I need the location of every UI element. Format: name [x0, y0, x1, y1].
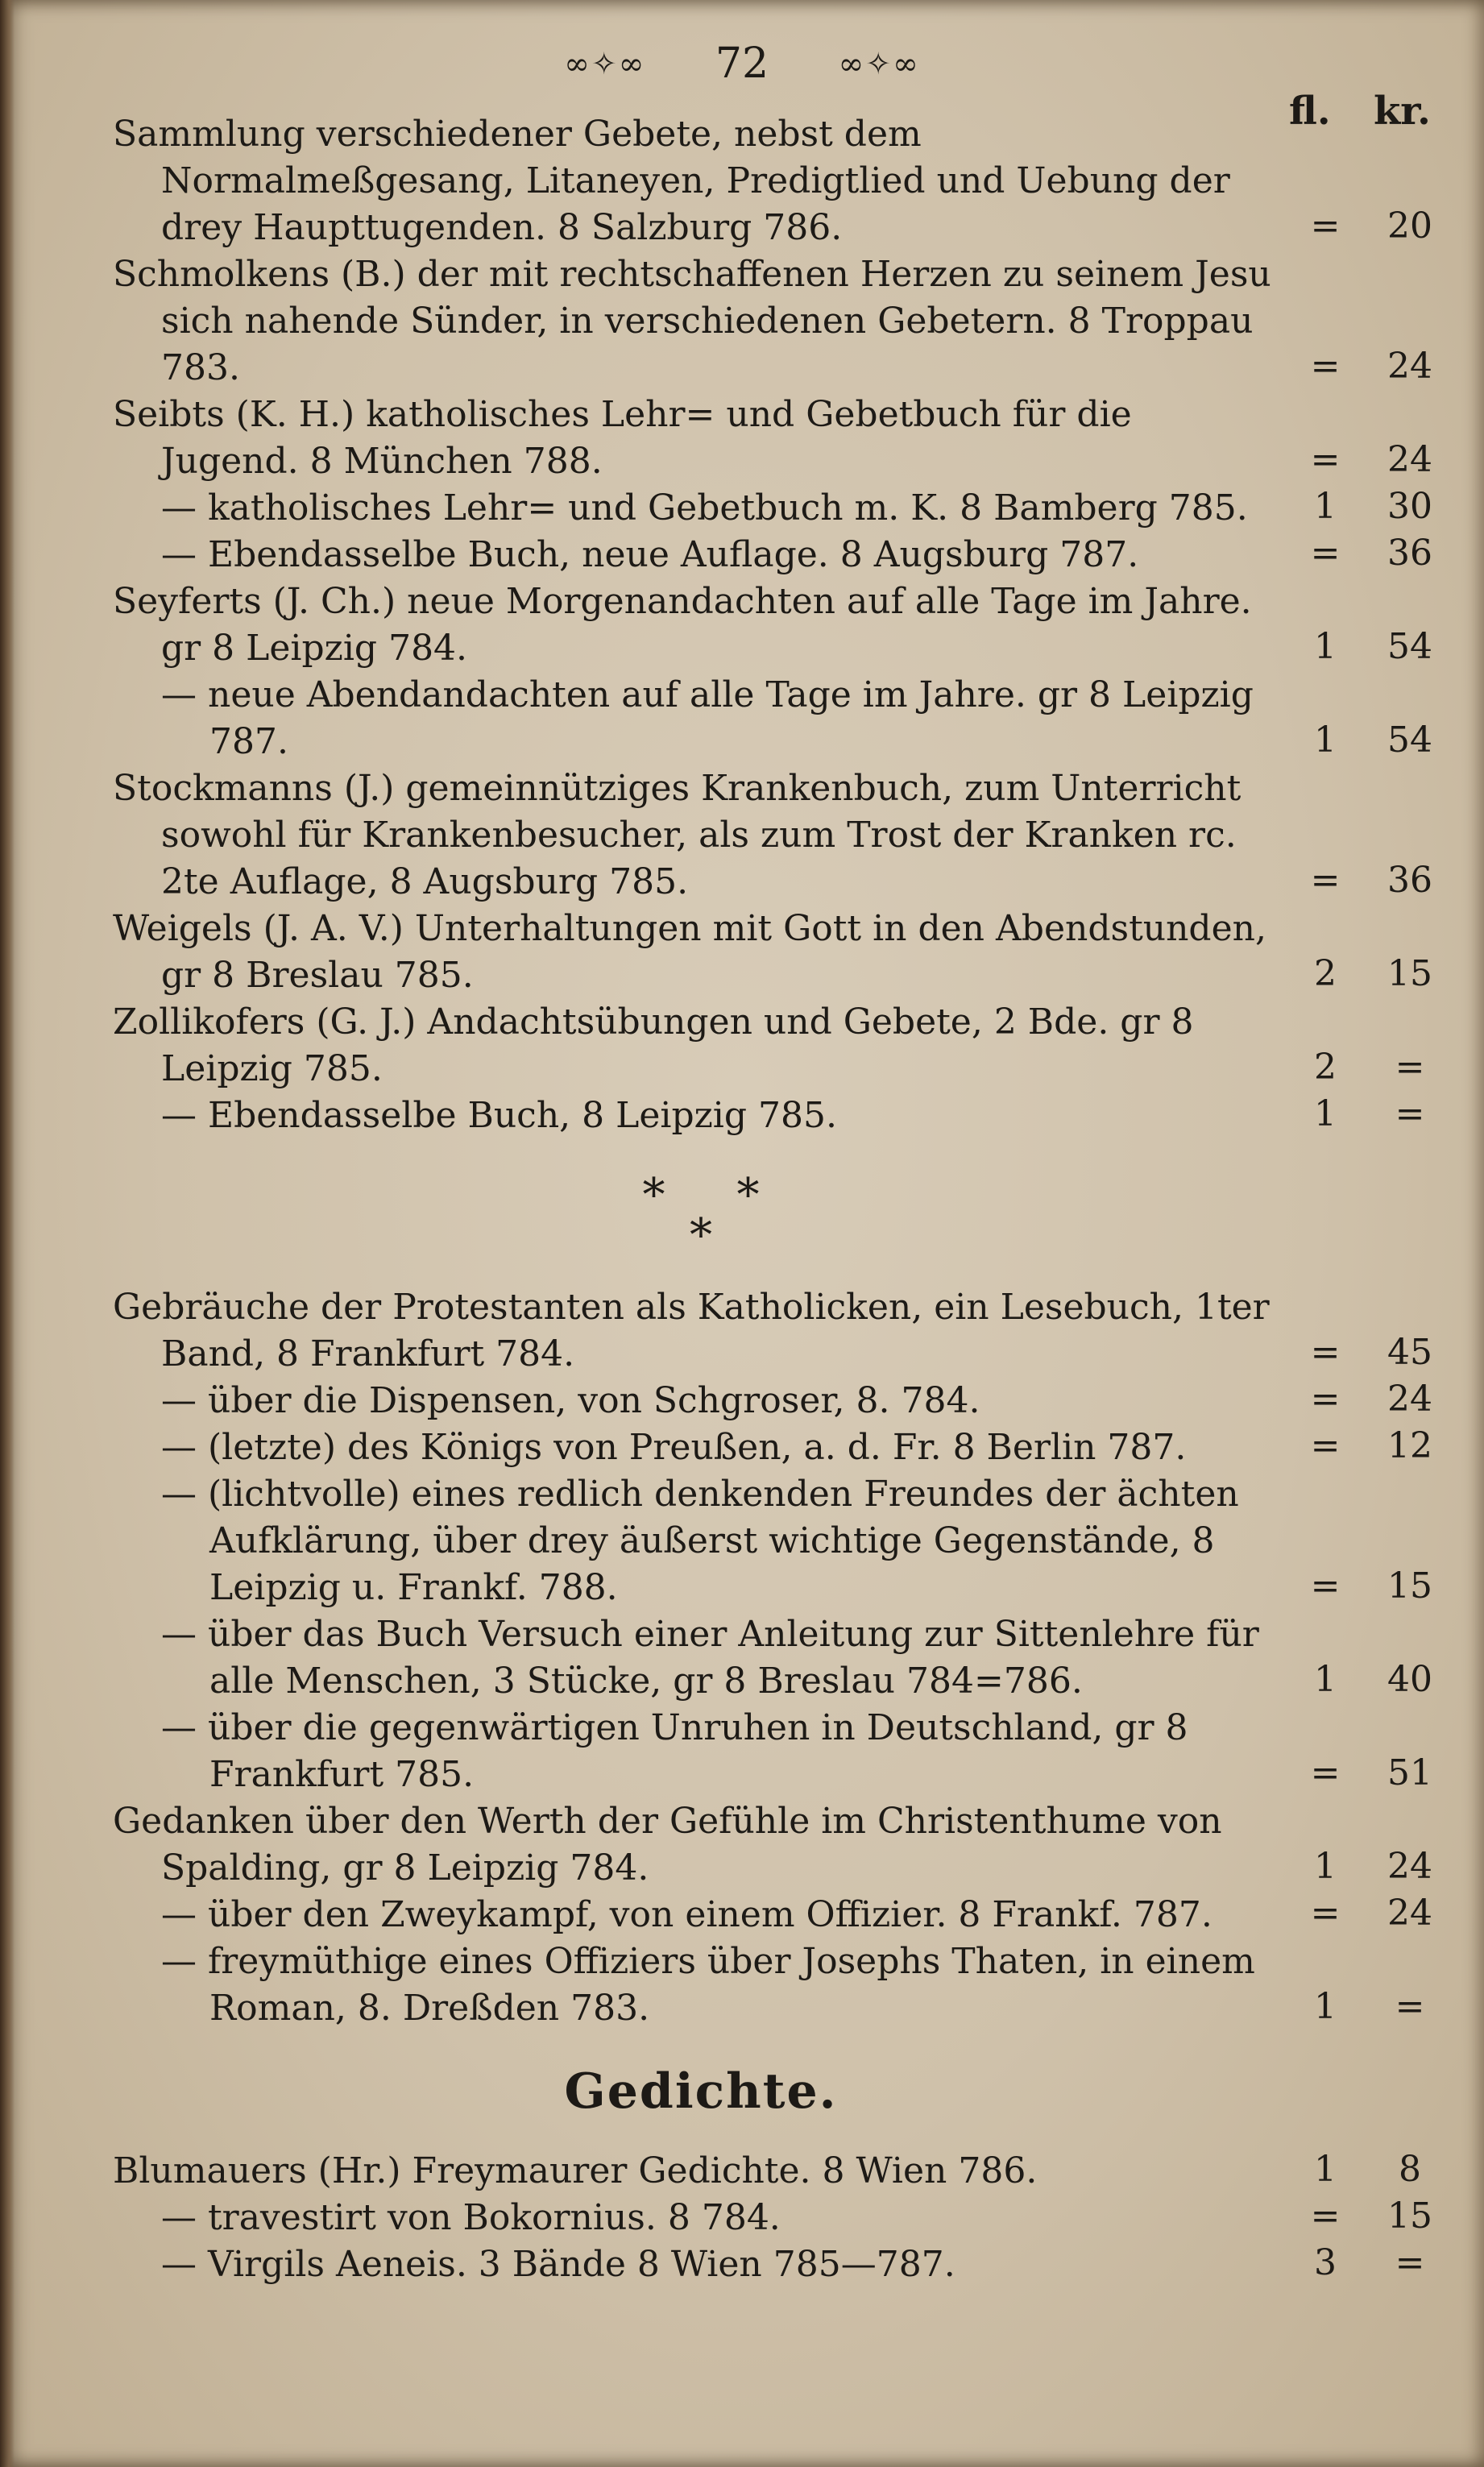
- section-divider-stars: [113, 1171, 1289, 1260]
- price-kreuzer: 24: [1387, 1893, 1432, 1934]
- price-florin: 1: [1314, 1986, 1337, 2027]
- catalog-entry: [113, 1093, 1425, 1139]
- price-florin: =: [1310, 1425, 1341, 1466]
- price-florin: 1: [1314, 486, 1337, 527]
- entry-text: Zollikofers (G. J.) Andachtsübungen und Gebete, 2 Bde. gr 8 Leipzig 785.: [113, 1001, 1194, 1089]
- price-florin: =: [1310, 1379, 1341, 1420]
- catalog-entry: [113, 1284, 1432, 1378]
- price-florin: =: [1310, 2195, 1341, 2237]
- price-florin: =: [1310, 533, 1341, 574]
- ornament-right-icon: ∞✧∞: [838, 45, 920, 81]
- price-kreuzer: 36: [1387, 533, 1432, 574]
- entry-text: — über die gegenwärtigen Unruhen in Deutschland, gr 8 Frankfurt 785.: [161, 1707, 1188, 1795]
- page-gutter: [0, 0, 15, 2467]
- catalog-entries: [113, 111, 1432, 2288]
- price-florin: 1: [1314, 719, 1337, 761]
- entry-text: — über die Dispensen, von Schgroser, 8. 784.: [161, 1380, 980, 1421]
- page-number: 72: [715, 39, 769, 88]
- price-florin: =: [1310, 1332, 1341, 1373]
- page-header: [0, 32, 1484, 89]
- entry-text: Gedanken über den Werth der Gefühle im Christenthume von Spalding, gr 8 Leipzig 784.: [113, 1801, 1222, 1889]
- price-florin: 1: [1314, 1659, 1337, 1700]
- catalog-entry: [113, 1424, 1432, 1471]
- catalog-entry: [113, 532, 1432, 578]
- price-kreuzer: 40: [1387, 1659, 1432, 1700]
- catalog-entry: [113, 1611, 1432, 1705]
- entry-group-prayers: [113, 111, 1432, 1139]
- catalog-entry: [113, 1471, 1432, 1611]
- divider-stars-top: * *: [642, 1169, 760, 1221]
- entry-text: — Virgils Aeneis. 3 Bände 8 Wien 785—787.: [161, 2244, 955, 2285]
- entry-text: Stockmanns (J.) gemeinnütziges Krankenbuch, zum Unterricht sowohl für Krankenbesucher, als zum Trost der Kranken rc. 2te Auflage, 8 Augsburg 785.: [113, 768, 1242, 902]
- price-kreuzer: =: [1395, 1047, 1425, 1088]
- entry-text: — (letzte) des Königs von Preußen, a. d. Fr. 8 Berlin 787.: [161, 1427, 1187, 1468]
- price-florin: =: [1310, 346, 1341, 387]
- column-header-kr: kr.: [1374, 89, 1431, 134]
- price-kreuzer: =: [1395, 1986, 1425, 2027]
- column-header-fl: fl.: [1289, 89, 1331, 134]
- price-kreuzer: 45: [1387, 1332, 1432, 1373]
- catalog-entry: [113, 1892, 1432, 1938]
- price-kreuzer: 54: [1387, 719, 1432, 761]
- price-kreuzer: 30: [1387, 486, 1432, 527]
- entry-text: — (lichtvolle) eines redlich denkenden Freundes der ächten Aufklärung, über drey äußerst wichtige Gegenstände, 8 Leipzig u. Frankf. 788.: [161, 1474, 1239, 1608]
- price-kreuzer: 51: [1387, 1752, 1432, 1793]
- entry-text: — über das Buch Versuch einer Anleitung zur Sittenlehre für alle Menschen, 3 Stücke, gr 8 Breslau 784=786.: [161, 1614, 1259, 1702]
- catalog-entry: [113, 392, 1432, 485]
- entry-text: Blumauers (Hr.) Freymaurer Gedichte. 8 Wien 786.: [113, 2150, 1038, 2191]
- price-kreuzer: 8: [1399, 2149, 1421, 2190]
- entry-text: — freymüthige eines Offiziers über Josephs Thaten, in einem Roman, 8. Dreßden 783.: [161, 1941, 1255, 2029]
- catalog-entry: [113, 2148, 1421, 2195]
- entry-text: — travestirt von Bokornius. 8 784.: [161, 2197, 781, 2238]
- catalog-entry: [113, 1938, 1425, 2032]
- catalog-entry: [113, 485, 1432, 532]
- price-florin: 1: [1314, 1846, 1337, 1887]
- price-kreuzer: 24: [1387, 1846, 1432, 1887]
- entry-text: — Ebendasselbe Buch, 8 Leipzig 785.: [161, 1095, 837, 1136]
- catalog-entry: [113, 1705, 1432, 1798]
- catalog-entry: [113, 2195, 1432, 2241]
- catalog-entry: [113, 578, 1432, 672]
- section-title-gedichte: Gedichte.: [564, 2063, 838, 2120]
- price-kreuzer: 24: [1387, 1379, 1432, 1420]
- price-florin: 2: [1314, 1047, 1337, 1088]
- price-florin: 3: [1314, 2242, 1337, 2283]
- catalog-entry: [113, 1798, 1432, 1892]
- price-kreuzer: 24: [1387, 439, 1432, 480]
- catalog-entry: [113, 1378, 1432, 1424]
- price-kreuzer: 36: [1387, 860, 1432, 901]
- entry-text: Gebräuche der Protestanten als Katholicken, ein Lesebuch, 1ter Band, 8 Frankfurt 784.: [113, 1287, 1270, 1374]
- catalog-entry: [113, 251, 1432, 392]
- divider-stars-bottom: *: [690, 1209, 712, 1262]
- price-florin: 1: [1314, 2149, 1337, 2190]
- ornament-left-icon: ∞✧∞: [564, 45, 646, 81]
- price-kreuzer: 15: [1387, 1565, 1432, 1607]
- entry-text: Seyferts (J. Ch.) neue Morgenandachten auf alle Tage im Jahre. gr 8 Leipzig 784.: [113, 581, 1252, 669]
- price-florin: =: [1310, 439, 1341, 480]
- entry-group-customs: [113, 1284, 1432, 2032]
- catalog-entry: [113, 2241, 1425, 2288]
- entry-group-poems: [113, 2148, 1432, 2288]
- entry-text: — Ebendasselbe Buch, neue Auflage. 8 Augsburg 787.: [161, 534, 1139, 575]
- catalog-entry: [113, 999, 1425, 1093]
- price-kreuzer: =: [1395, 2242, 1425, 2283]
- price-florin: 2: [1314, 953, 1337, 994]
- entry-text: — über den Zweykampf, von einem Offizier. 8 Frankf. 787.: [161, 1894, 1212, 1935]
- price-kreuzer: 15: [1387, 2195, 1432, 2237]
- price-florin: 1: [1314, 626, 1337, 667]
- price-kreuzer: 54: [1387, 626, 1432, 667]
- catalog-entry: [113, 765, 1432, 906]
- catalog-entry: [113, 672, 1432, 765]
- price-kreuzer: 24: [1387, 346, 1432, 387]
- price-kreuzer: =: [1395, 1093, 1425, 1134]
- entry-text: Sammlung verschiedener Gebete, nebst dem Normalmeßgesang, Litaneyen, Predigtlied und Uebung der drey Haupttugenden. 8 Salzburg 786.: [113, 114, 1230, 248]
- price-florin: =: [1310, 860, 1341, 901]
- price-kreuzer: 20: [1387, 205, 1432, 247]
- price-florin: =: [1310, 205, 1341, 247]
- entry-text: — neue Abendandachten auf alle Tage im Jahre. gr 8 Leipzig 787.: [161, 674, 1254, 762]
- entry-text: — katholisches Lehr= und Gebetbuch m. K. 8 Bamberg 785.: [161, 487, 1248, 529]
- price-florin: =: [1310, 1565, 1341, 1607]
- price-kreuzer: 12: [1387, 1425, 1432, 1466]
- catalog-entry: [113, 906, 1432, 999]
- price-florin: 1: [1314, 1093, 1337, 1134]
- price-florin: =: [1310, 1893, 1341, 1934]
- entry-text: Schmolkens (B.) der mit rechtschaffenen Herzen zu seinem Jesu sich nahende Sünder, in verschiedenen Gebetern. 8 Troppau 783.: [113, 254, 1271, 388]
- entry-text: Weigels (J. A. V.) Unterhaltungen mit Gott in den Abendstunden, gr 8 Breslau 785.: [113, 908, 1266, 996]
- entry-text: Seibts (K. H.) katholisches Lehr= und Gebetbuch für die Jugend. 8 München 788.: [113, 394, 1132, 482]
- price-kreuzer: 15: [1387, 953, 1432, 994]
- price-florin: =: [1310, 1752, 1341, 1793]
